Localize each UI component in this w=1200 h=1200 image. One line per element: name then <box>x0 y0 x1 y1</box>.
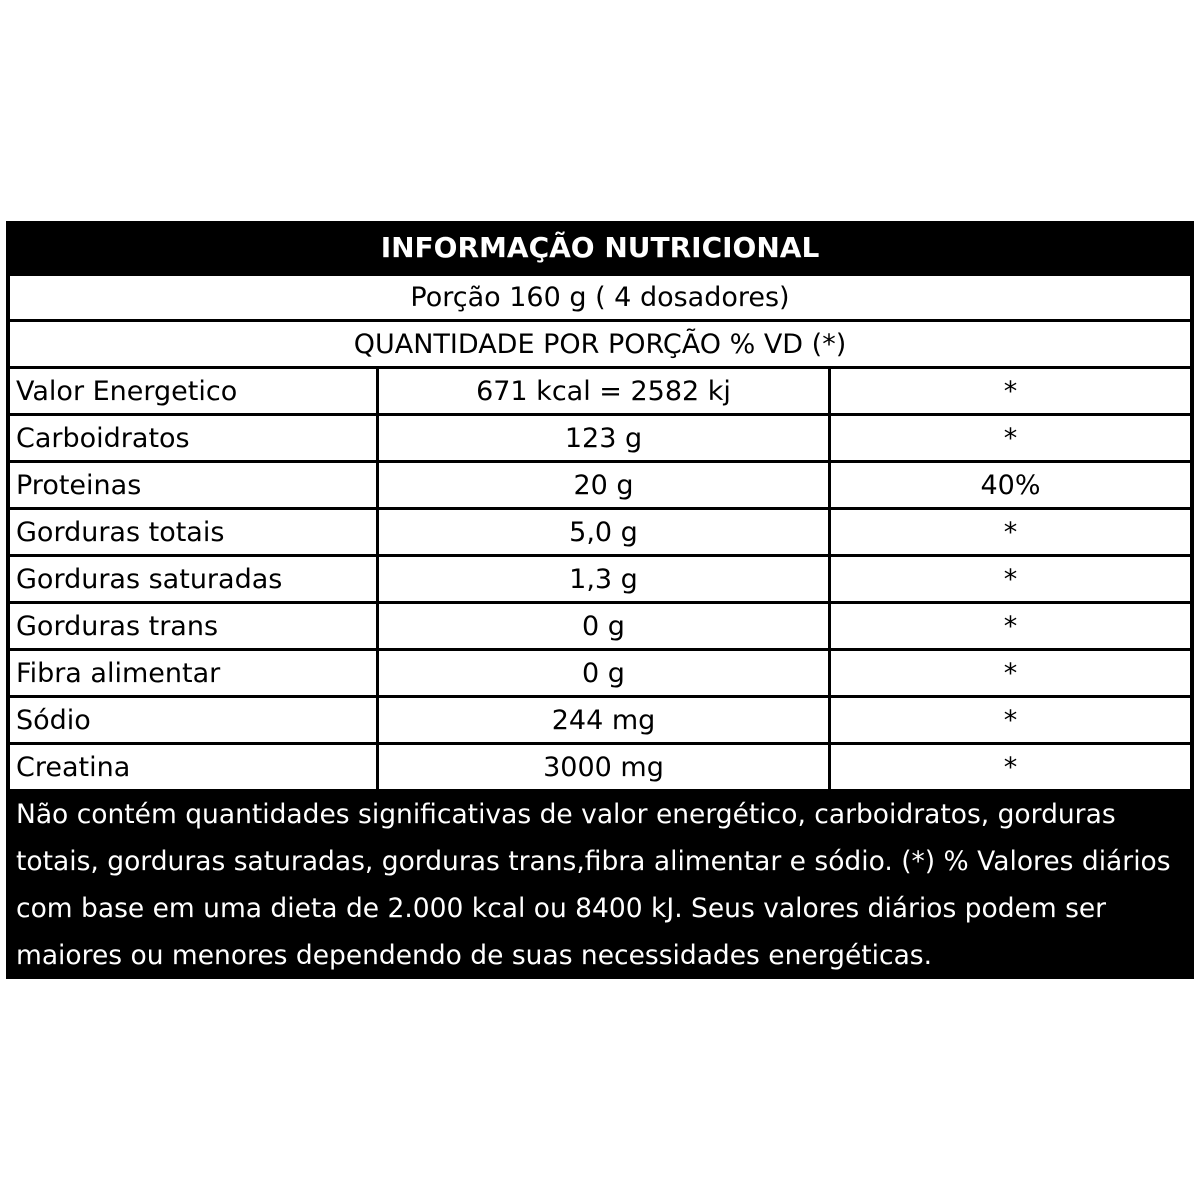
nutrient-amount: 3000 mg <box>379 745 828 789</box>
table-title: INFORMAÇÃO NUTRICIONAL <box>380 230 820 264</box>
table-row <box>10 557 1190 601</box>
table-row <box>10 510 1190 554</box>
nutrient-daily-value: * <box>831 416 1190 460</box>
table-row <box>10 463 1190 507</box>
nutrient-daily-value: * <box>831 698 1190 742</box>
nutrient-amount: 0 g <box>379 651 828 695</box>
nutrient-amount: 5,0 g <box>379 510 828 554</box>
nutrient-daily-value: * <box>831 369 1190 413</box>
nutrient-name: Creatina <box>10 745 376 789</box>
table-row <box>10 604 1190 648</box>
nutrition-facts-table <box>6 221 1194 979</box>
table-row <box>10 698 1190 742</box>
nutrient-amount: 1,3 g <box>379 557 828 601</box>
table-row <box>10 416 1190 460</box>
table-row <box>10 369 1190 413</box>
nutrient-amount: 20 g <box>379 463 828 507</box>
nutrient-amount: 671 kcal = 2582 kj <box>379 369 828 413</box>
nutrient-name: Proteinas <box>10 463 376 507</box>
nutrient-name: Carboidratos <box>10 416 376 460</box>
nutrient-name: Valor Energetico <box>10 369 376 413</box>
table-row <box>10 745 1190 789</box>
nutrient-amount: 244 mg <box>379 698 828 742</box>
footnote-text: Não contém quantidades significativas de valor energético, carboidratos, gorduras totais, gorduras saturadas, gorduras trans,fibra alimentar e sódio. (*) % Valores diários com base em uma dieta de 2.000 kcal ou 8400 kJ. Seus valores diários podem ser maiores ou menores dependendo de suas necessidades energéticas. <box>16 799 1171 971</box>
nutrient-amount: 0 g <box>379 604 828 648</box>
quantity-header-row: QUANTIDADE POR PORÇÃO % VD (*) <box>10 322 1190 366</box>
nutrient-name: Gorduras saturadas <box>10 557 376 601</box>
table-row <box>10 651 1190 695</box>
nutrient-daily-value: * <box>831 745 1190 789</box>
nutrient-name: Fibra alimentar <box>10 651 376 695</box>
nutrient-daily-value: * <box>831 651 1190 695</box>
nutrient-daily-value: * <box>831 604 1190 648</box>
portion-row: Porção 160 g ( 4 dosadores) <box>10 276 1190 319</box>
nutrient-name: Sódio <box>10 698 376 742</box>
nutrient-daily-value: 40% <box>831 463 1190 507</box>
nutrient-amount: 123 g <box>379 416 828 460</box>
nutrient-daily-value: * <box>831 557 1190 601</box>
nutrient-name: Gorduras trans <box>10 604 376 648</box>
nutrient-daily-value: * <box>831 510 1190 554</box>
nutrient-name: Gorduras totais <box>10 510 376 554</box>
